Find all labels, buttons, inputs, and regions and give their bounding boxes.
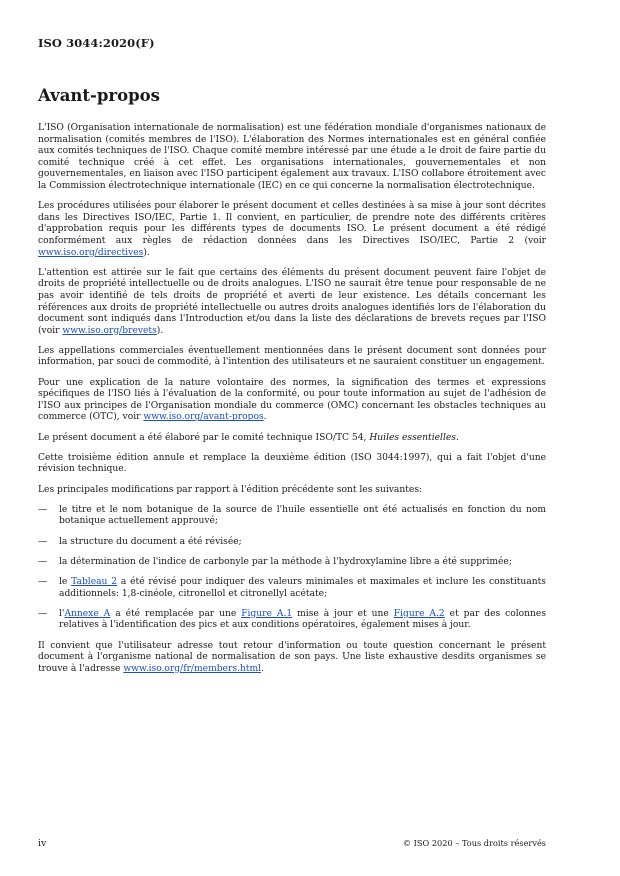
page-number: iv — [38, 838, 47, 849]
paragraph-iso-intro: L'ISO (Organisation internationale de normalisation) est une fédération mondiale d'organismes nationaux de normalisation (comités membres de l'ISO). L'élaboration des Normes internationales est en général confiée aux comités techniques de l'ISO. Chaque comité membre intéressé par une étude a le droit de faire partie du comité technique créé à cet effet. Les organisations internationales, gouvernementales et non gouvernementales, en liaison avec l'ISO participent également aux travaux. L'ISO collabore étroitement avec la Commission électrotechnique internationale (IEC) en ce qui concerne la normalisation électrotechnique. — [38, 123, 546, 191]
paragraph-committee — [38, 433, 546, 445]
paragraph-edition: Cette troisième édition annule et remplace la deuxième édition (ISO 3044:1997), qui a fait l'objet d'une révision technique. — [38, 452, 546, 475]
paragraph-end: . — [263, 412, 267, 423]
list-item-text: la détermination de l'indice de carbonyle par la méthode à l'hydroxylamine libre a été supprimée; — [59, 556, 512, 567]
paragraph-end: . — [455, 432, 459, 443]
paragraph-changes-intro: Les principales modifications par rapport à l'édition précédente sont les suivantes: — [38, 484, 423, 495]
paragraph-end: . — [261, 663, 264, 674]
list-item-text: et par des colonnes relatives à l'identification des pics et aux conditions opératoires, également mises à jour. — [59, 608, 546, 631]
committee-name: Huiles essentielles — [369, 432, 456, 443]
figure-a1-link[interactable]: Figure A.1 — [241, 608, 293, 619]
list-item-text: le titre et le nom botanique de la source de l'huile essentielle ont été actualisés en fonction du nom botanique actuellement approuvé; — [59, 504, 546, 527]
paragraph-end: ). — [143, 247, 150, 258]
list-item — [38, 505, 546, 528]
paragraph-trade-names: Les appellations commerciales éventuellement mentionnées dans le présent document sont données pour information, par souci de commodité, à l'intention des utilisateurs et ne sauraient constituer un engagement. — [38, 345, 546, 368]
list-item — [38, 609, 546, 632]
list-item-text: la structure du document a été révisée; — [59, 536, 242, 547]
dash-marker: — — [38, 536, 48, 547]
copyright-notice: © ISO 2020 – Tous droits réservés — [402, 838, 546, 848]
document-header: ISO 3044:2020(F) — [38, 36, 155, 50]
paragraph-end: ). — [156, 325, 164, 336]
paragraph-text: Le présent document a été élaboré par le comité technique ISO/TC 54, — [38, 432, 370, 443]
paragraph-text: Pour une explication de la nature volontaire des normes, la signification des termes et expressions spécifiques de l'ISO liés à l'évaluation de la conformité, ou pour toute information au sujet de l'adhésion de l'ISO aux principes de l'Organisation mondiale du commerce (OMC) concernant les obstacles techniques au commerce (OTC), voir — [38, 377, 546, 423]
list-item-text: le — [59, 576, 72, 587]
dash-marker: — — [38, 608, 48, 619]
list-item-text: a été remplacée par une — [110, 608, 242, 619]
paragraph-patents — [38, 268, 546, 338]
foreword-content — [38, 123, 546, 684]
paragraph-voluntary-nature — [38, 378, 546, 424]
list-item-text: l' — [59, 608, 65, 619]
list-item-text: a été révisé pour indiquer des valeurs minimales et maximales et inclure les constituants additionnels: 1,8-cinéole, citronellol et citronellyl acétate; — [59, 576, 546, 599]
dash-marker: — — [38, 556, 48, 567]
paragraph-procedures — [38, 201, 546, 259]
paragraph-text: Il convient que l'utilisateur adresse tout retour d'information ou toute question concernant le présent document à l'organisme national de normalisation de son pays. Une liste exhaustive desdits organismes se trouve à l'adresse — [38, 640, 546, 674]
annex-a-link[interactable]: Annexe A — [64, 608, 111, 619]
members-link[interactable]: www.iso.org/fr/members.html — [123, 663, 262, 674]
changes-list — [38, 505, 546, 632]
foreword-link[interactable]: www.iso.org/avant-propos — [143, 412, 264, 423]
list-item-text: mise à jour et une — [292, 608, 394, 619]
list-item — [38, 577, 546, 600]
directives-link[interactable]: www.iso.org/directives — [38, 247, 144, 258]
list-item — [38, 537, 546, 549]
paragraph-text: Les procédures utilisées pour élaborer le présent document et celles destinées à sa mise à jour sont décrites dans les Directives ISO/IEC, Partie 1. Il convient, en particulier, de prendre note des différents critères d'approbation requis pour les différents types de documents ISO. Le présent document a été rédigé conformément aux règles de rédaction données dans les Directives ISO/IEC, Partie 2 (voir — [38, 201, 546, 246]
table-2-link[interactable]: Tableau 2 — [71, 576, 118, 587]
figure-a2-link[interactable]: Figure A.2 — [393, 608, 445, 619]
page-title: Avant-propos — [38, 86, 160, 105]
list-item — [38, 557, 546, 569]
dash-marker: — — [38, 504, 48, 515]
paragraph-text: L'attention est attirée sur le fait que certains des éléments du présent document peuvent faire l'objet de droits de propriété intellectuelle ou de droits analogues. L'ISO ne saurait être tenue pour responsable de ne pas avoir identifié de tels droits de propriété et averti de leur existence. Les détails concernant les références aux droits de propriété intellectuelle ou autres droits analogues identifiés lors de l'élaboration du document sont indiqués dans l'Introduction et/ou dans la liste des déclarations de brevets reçues par l'ISO (voir — [38, 267, 546, 336]
dash-marker: — — [38, 576, 48, 587]
patents-link[interactable]: www.iso.org/brevets — [62, 325, 157, 336]
paragraph-feedback — [38, 641, 546, 676]
